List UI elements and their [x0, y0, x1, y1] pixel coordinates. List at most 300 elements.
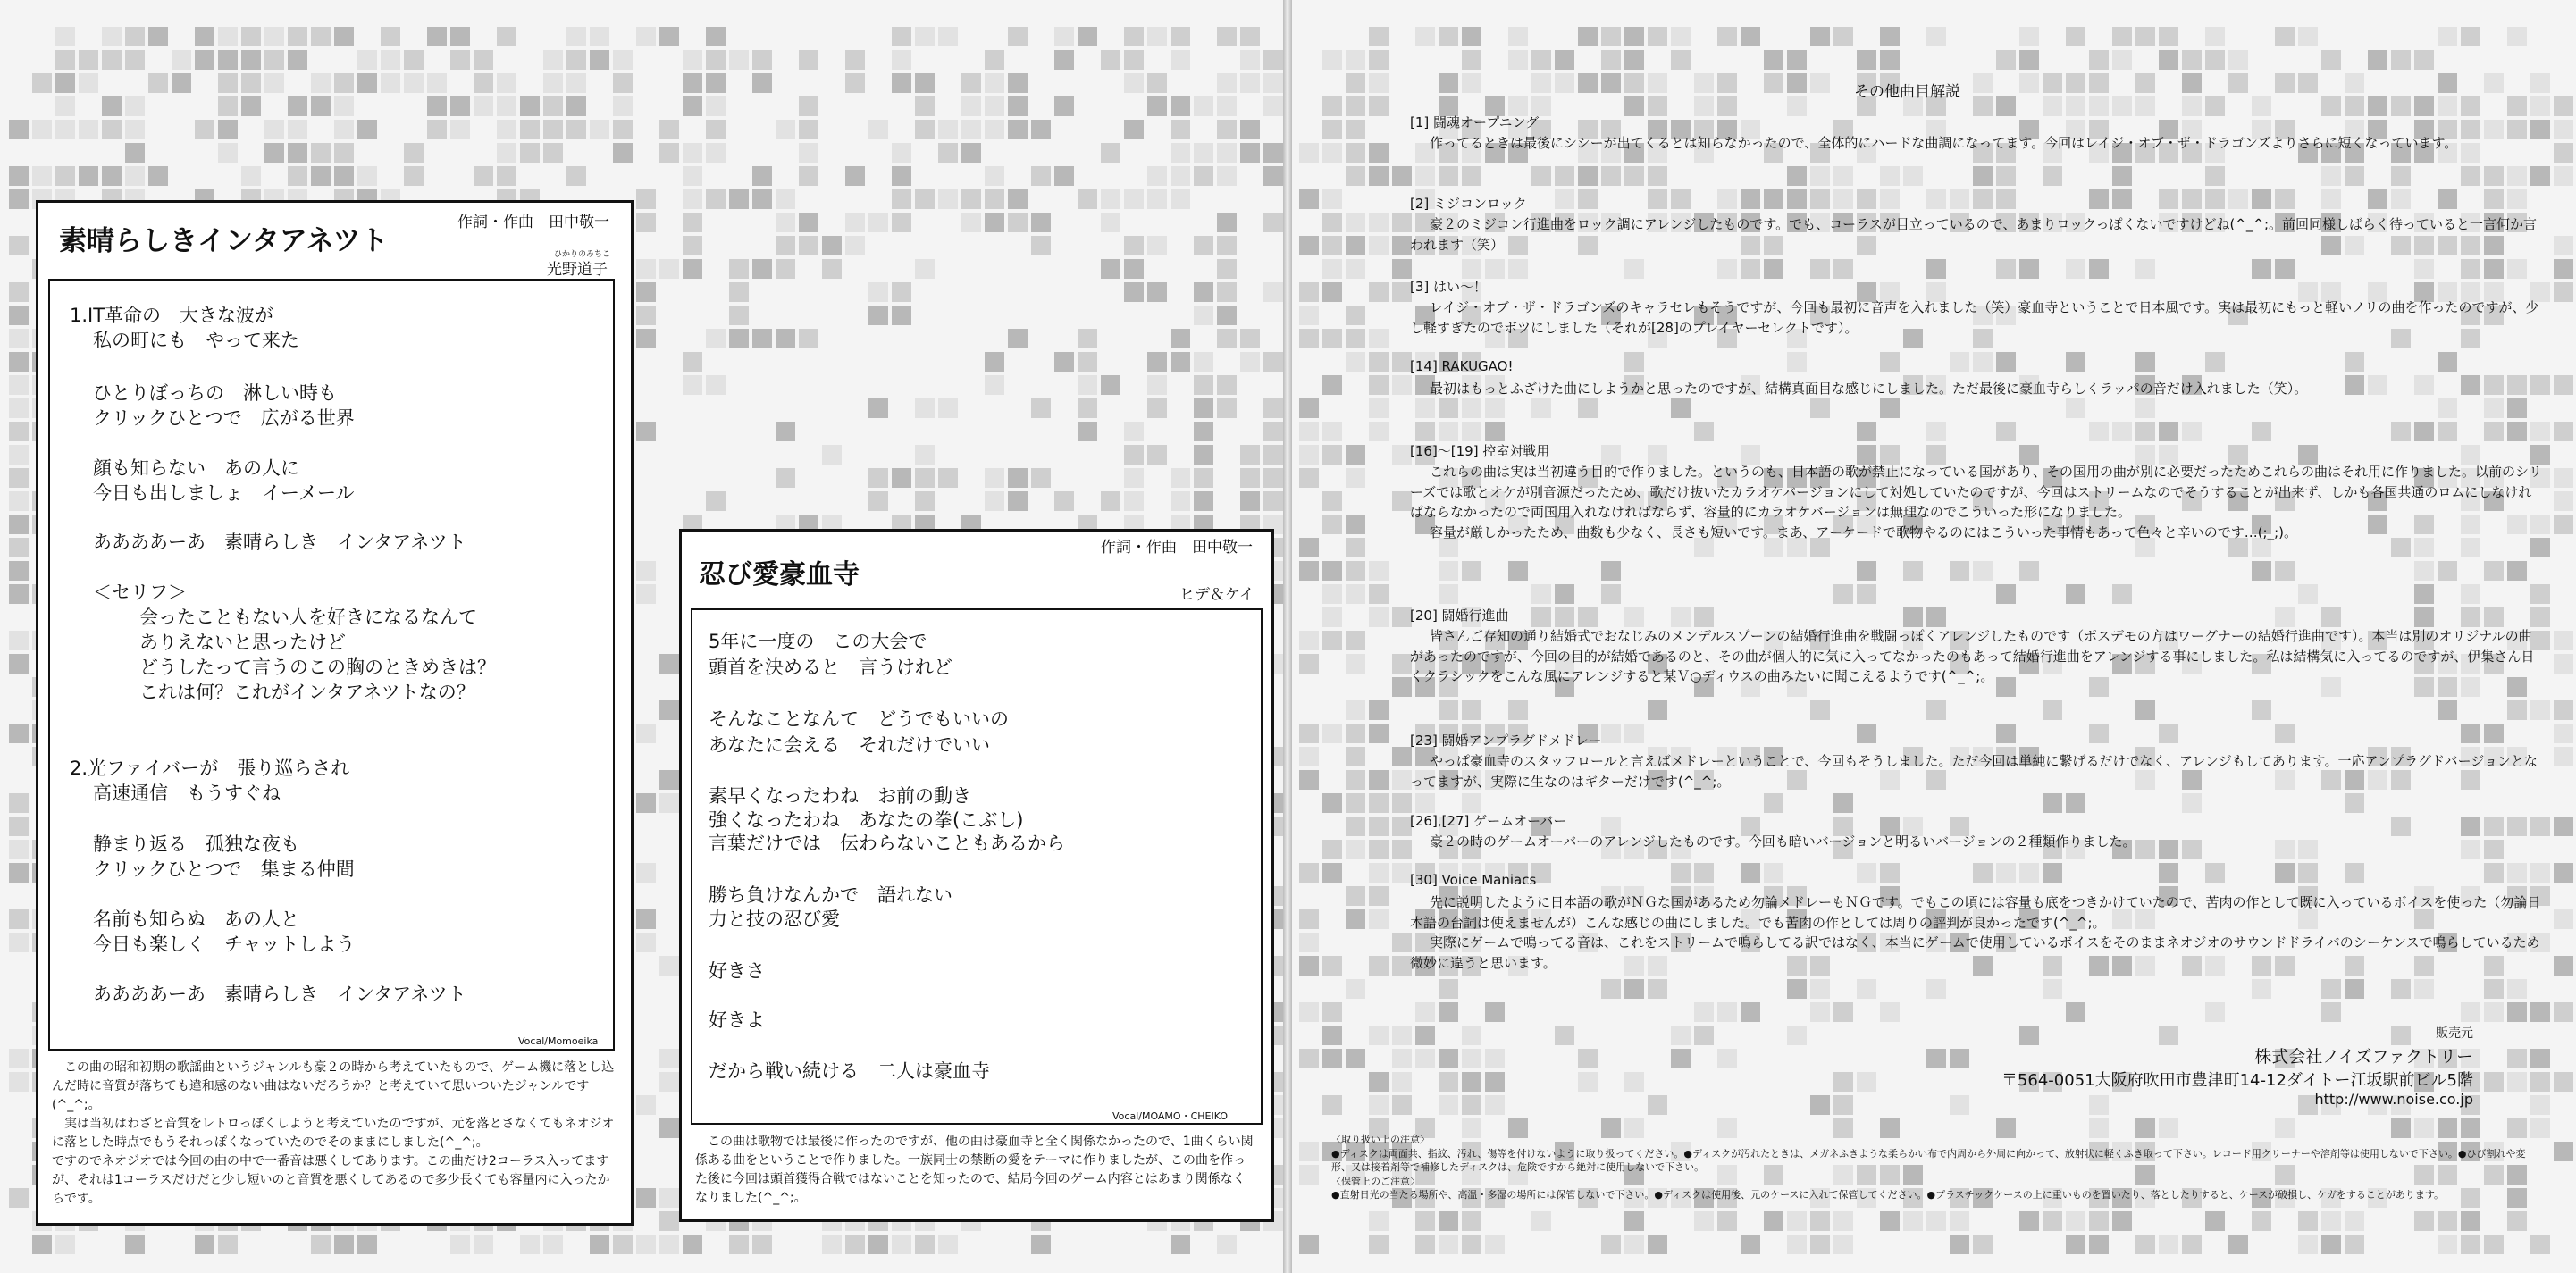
mosaic-tile — [2438, 27, 2457, 46]
mosaic-tile — [1392, 352, 1412, 372]
mosaic-tile — [148, 27, 168, 46]
mosaic-tile — [1369, 700, 1389, 720]
mosaic-tile — [752, 1235, 772, 1254]
mosaic-tile — [1124, 282, 1144, 302]
mosaic-tile — [2391, 166, 2411, 186]
mosaic-tile — [1810, 1095, 1830, 1115]
mosaic-tile — [1578, 1049, 1598, 1068]
mosaic-tile — [1346, 654, 1365, 674]
mosaic-tile — [1462, 166, 1481, 186]
mosaic-tile — [1008, 73, 1028, 93]
mosaic-tile — [1996, 189, 2016, 209]
mosaic-tile — [1624, 50, 1644, 70]
mosaic-tile — [2414, 422, 2434, 441]
mosaic-tile — [1147, 375, 1167, 395]
mosaic-tile — [2530, 607, 2550, 627]
mosaic-tile — [264, 50, 284, 70]
mosaic-tile — [1903, 166, 1923, 186]
mosaic-tile — [1124, 50, 1144, 70]
mosaic-tile — [1369, 422, 1389, 441]
mosaic-tile — [729, 50, 749, 70]
mosaic-tile — [427, 96, 447, 116]
mosaic-tile — [1369, 1211, 1389, 1231]
song2-credit: 作詞・作曲 田中敬一 — [1101, 539, 1253, 557]
storage-text: ●直射日光の当たる場所や、高温・多湿の場所には保管しないで下さい。●ディスクは使用後、元のケースに入れて保管してください。●プラスチックケースの上に重いものを置いたり、落としたりすると、ケースが破損し、ケガをすることがあります。 — [1331, 1189, 2445, 1201]
mosaic-tile — [1996, 259, 2016, 279]
mosaic-tile — [2507, 166, 2527, 186]
mosaic-tile — [2043, 863, 2062, 883]
mosaic-tile — [566, 166, 586, 186]
mosaic-tile — [1973, 863, 1993, 883]
mosaic-tile — [2298, 1211, 2318, 1231]
mosaic-tile — [636, 561, 656, 581]
mosaic-tile — [9, 352, 29, 372]
mosaic-tile — [1624, 96, 1644, 116]
mosaic-tile — [2228, 73, 2248, 93]
mosaic-tile — [2019, 50, 2039, 70]
mosaic-tile — [1648, 189, 1667, 209]
mosaic-tile — [1462, 398, 1481, 418]
mosaic-tile — [1810, 979, 1830, 999]
mosaic-tile — [1346, 143, 1365, 163]
mosaic-tile — [520, 96, 540, 116]
song1-lyric-line: ああああーあ 素晴らしき インタアネツト — [93, 532, 466, 553]
mosaic-tile — [1369, 561, 1389, 581]
song1-lyric-line: クリックひとつで 集まる仲間 — [93, 858, 355, 880]
mosaic-tile — [311, 1235, 331, 1254]
publisher-address: 〒564-0051大阪府吹田市豊津町14-12ダイトー江坂駅前ビル5階 — [2001, 1071, 2473, 1090]
song2-lyric-line: そんなことなんて どうでもいいの — [709, 708, 1009, 730]
mosaic-tile — [450, 50, 470, 70]
mosaic-tile — [636, 933, 656, 952]
mosaic-tile — [288, 143, 307, 163]
mosaic-tile — [2135, 1235, 2155, 1254]
mosaic-tile — [1346, 259, 1365, 279]
mosaic-tile — [1392, 1072, 1412, 1092]
mosaic-tile — [2554, 259, 2573, 279]
mosaic-tile — [2135, 398, 2155, 418]
mosaic-tile — [636, 863, 656, 883]
mosaic-tile — [566, 27, 586, 46]
mosaic-tile — [636, 27, 656, 46]
mosaic-tile — [1787, 1211, 1807, 1231]
mosaic-tile — [311, 166, 331, 186]
mosaic-tile — [241, 50, 261, 70]
mosaic-tile — [1299, 1142, 1319, 1161]
mosaic-tile — [1880, 166, 1900, 186]
mosaic-tile — [1031, 236, 1051, 255]
mosaic-tile — [2438, 700, 2457, 720]
mosaic-tile — [102, 96, 122, 116]
mosaic-tile — [1671, 607, 1691, 627]
mosaic-tile — [497, 166, 516, 186]
mosaic-tile — [79, 50, 98, 70]
mosaic-tile — [938, 189, 958, 209]
mosaic-tile — [659, 1188, 679, 1208]
mosaic-tile — [636, 724, 656, 743]
mosaic-tile — [1299, 468, 1319, 488]
mosaic-tile — [1415, 1002, 1435, 1022]
mosaic-tile — [706, 375, 726, 395]
mosaic-tile — [1054, 96, 1074, 116]
mosaic-tile — [357, 120, 377, 139]
mosaic-tile — [1555, 189, 1574, 209]
mosaic-tile — [1346, 1049, 1365, 1068]
mosaic-tile — [2461, 1211, 2480, 1231]
mosaic-tile — [1578, 607, 1598, 627]
mosaic-tile — [1392, 817, 1412, 836]
mosaic-tile — [1787, 1026, 1807, 1045]
mosaic-tile — [1346, 329, 1365, 348]
mosaic-tile — [195, 1235, 214, 1254]
mosaic-tile — [1392, 677, 1412, 697]
mosaic-tile — [1346, 817, 1365, 836]
mosaic-tile — [125, 1235, 145, 1254]
mosaic-tile — [2438, 1235, 2457, 1254]
mosaic-tile — [2507, 422, 2527, 441]
mosaic-tile — [1263, 73, 1283, 93]
mosaic-tile — [636, 1188, 656, 1208]
mosaic-tile — [474, 1235, 493, 1254]
mosaic-tile — [2530, 73, 2550, 93]
mosaic-tile — [2484, 166, 2504, 186]
mosaic-tile — [2484, 1002, 2504, 1022]
mosaic-tile — [1810, 1235, 1830, 1254]
mosaic-tile — [1601, 73, 1621, 93]
mosaic-tile — [2066, 96, 2085, 116]
mosaic-tile — [1369, 817, 1389, 836]
mosaic-tile — [1485, 1235, 1505, 1254]
mosaic-tile — [1439, 27, 1458, 46]
mosaic-tile — [2345, 73, 2364, 93]
mosaic-tile — [822, 445, 842, 465]
mosaic-tile — [892, 1235, 911, 1254]
mosaic-tile — [915, 1235, 935, 1254]
mosaic-tile — [985, 189, 1004, 209]
mosaic-tile — [2298, 584, 2318, 604]
mosaic-tile — [1485, 398, 1505, 418]
mosaic-tile — [1078, 352, 1097, 372]
mosaic-tile — [1857, 863, 1876, 883]
mosaic-tile — [2507, 1072, 2527, 1092]
mosaic-tile — [613, 96, 633, 116]
mosaic-tile — [1857, 561, 1876, 581]
mosaic-tile — [683, 50, 702, 70]
mosaic-tile — [1462, 73, 1481, 93]
mosaic-tile — [1369, 956, 1389, 976]
mosaic-tile — [1462, 259, 1481, 279]
mosaic-tile — [1124, 468, 1144, 488]
mosaic-tile — [55, 96, 75, 116]
mosaic-tile — [1346, 352, 1365, 372]
mosaic-tile — [2135, 73, 2155, 93]
mosaic-tile — [2275, 607, 2295, 627]
mosaic-tile — [1322, 584, 1342, 604]
mosaic-tile — [1485, 1072, 1505, 1092]
mosaic-tile — [2135, 259, 2155, 279]
mosaic-tile — [1171, 352, 1190, 372]
mosaic-tile — [1217, 375, 1237, 395]
mosaic-tile — [1171, 189, 1190, 209]
track-heading: [26],[27] ゲームオーバー — [1410, 813, 1567, 829]
mosaic-tile — [1263, 96, 1283, 116]
mosaic-tile — [1717, 1002, 1737, 1022]
mosaic-tile — [334, 73, 354, 93]
mosaic-tile — [636, 422, 656, 441]
song1-lyric-line: 1.IT革命の 大きな波が — [70, 305, 274, 326]
mosaic-tile — [2438, 1211, 2457, 1231]
mosaic-tile — [1787, 166, 1807, 186]
mosaic-tile — [613, 73, 633, 93]
song2-lyric-line: 力と技の忍び愛 — [709, 909, 840, 930]
mosaic-tile — [1717, 73, 1737, 93]
mosaic-tile — [2112, 584, 2132, 604]
mosaic-tile — [1054, 491, 1074, 511]
song1-lyric-line: ＜セリフ＞ — [93, 582, 187, 603]
mosaic-tile — [9, 398, 29, 418]
mosaic-tile — [1299, 236, 1319, 255]
mosaic-tile — [566, 96, 586, 116]
mosaic-tile — [1369, 909, 1389, 929]
mosaic-tile — [427, 27, 447, 46]
mosaic-tile — [1008, 120, 1028, 139]
mosaic-tile — [2484, 863, 2504, 883]
mosaic-tile — [822, 259, 842, 279]
mosaic-tile — [1346, 306, 1365, 325]
mosaic-tile — [32, 1235, 52, 1254]
mosaic-tile — [1322, 607, 1342, 627]
mosaic-tile — [2205, 1211, 2225, 1231]
mosaic-tile — [1322, 213, 1342, 232]
mosaic-tile — [659, 956, 679, 976]
mosaic-tile — [961, 143, 981, 163]
mosaic-tile — [218, 96, 238, 116]
mosaic-tile — [1124, 422, 1144, 441]
mosaic-tile — [1322, 50, 1342, 70]
mosaic-tile — [1973, 189, 1993, 209]
mosaic-tile — [288, 120, 307, 139]
mosaic-tile — [1194, 422, 1213, 441]
mosaic-tile — [2112, 27, 2132, 46]
mosaic-tile — [938, 1235, 958, 1254]
mosaic-tile — [2089, 422, 2109, 441]
mosaic-tile — [683, 259, 702, 279]
mosaic-tile — [2089, 724, 2109, 743]
song1-lyric-line: ああああーあ 素晴らしき インタアネツト — [93, 984, 466, 1005]
mosaic-tile — [2019, 259, 2039, 279]
mosaic-tile — [2438, 189, 2457, 209]
mosaic-tile — [2043, 1211, 2062, 1231]
mosaic-tile — [1601, 166, 1621, 186]
mosaic-tile — [1833, 1235, 1853, 1254]
mosaic-tile — [1439, 584, 1458, 604]
mosaic-tile — [2461, 1002, 2480, 1022]
mosaic-tile — [1694, 607, 1714, 627]
mosaic-tile — [102, 27, 122, 46]
mosaic-tile — [683, 166, 702, 186]
mosaic-tile — [1485, 1002, 1505, 1022]
mosaic-tile — [1322, 375, 1342, 395]
mosaic-tile — [1263, 468, 1283, 488]
mosaic-tile — [1147, 282, 1167, 302]
song1-lyric-line: 名前も知らぬ あの人と — [93, 909, 299, 930]
mosaic-tile — [2554, 817, 2573, 836]
mosaic-tile — [2554, 515, 2573, 534]
mosaic-tile — [1531, 607, 1551, 627]
mosaic-tile — [1741, 1002, 1760, 1022]
mosaic-tile — [1973, 352, 1993, 372]
mosaic-tile — [1415, 793, 1435, 813]
mosaic-tile — [1369, 1072, 1389, 1092]
mosaic-tile — [2066, 398, 2085, 418]
mosaic-tile — [2507, 863, 2527, 883]
mosaic-tile — [1147, 189, 1167, 209]
mosaic-tile — [845, 236, 865, 255]
mosaic-tile — [1857, 50, 1876, 70]
song2-title: 忍び愛豪血寺 — [699, 559, 860, 590]
mosaic-tile — [1369, 166, 1389, 186]
song1-lyric-line: ひとりぼっちの 淋しい時も — [93, 382, 337, 404]
mosaic-tile — [1624, 724, 1644, 743]
mosaic-tile — [1369, 236, 1389, 255]
mosaic-tile — [1624, 166, 1644, 186]
mosaic-tile — [1194, 375, 1213, 395]
mosaic-tile — [1671, 863, 1691, 883]
song2-lyric-line: 頭首を決めると 言うけれど — [709, 657, 952, 678]
mosaic-tile — [2484, 73, 2504, 93]
mosaic-tile — [1485, 1049, 1505, 1068]
mosaic-tile — [1299, 398, 1319, 418]
mosaic-tile — [1624, 73, 1644, 93]
mosaic-tile — [1415, 1026, 1435, 1045]
mosaic-tile — [1555, 50, 1574, 70]
mosaic-tile — [2345, 863, 2364, 883]
mosaic-tile — [1996, 863, 2016, 883]
mosaic-tile — [915, 120, 935, 139]
mosaic-tile — [543, 73, 563, 93]
mosaic-tile — [2345, 166, 2364, 186]
mosaic-tile — [1926, 1211, 1946, 1231]
mosaic-tile — [1369, 96, 1389, 116]
mosaic-tile — [799, 166, 818, 186]
mosaic-tile — [2089, 96, 2109, 116]
mosaic-tile — [2530, 1235, 2550, 1254]
mosaic-tile — [1996, 166, 2016, 186]
mosaic-tile — [683, 375, 702, 395]
mosaic-tile — [1880, 1002, 1900, 1022]
mosaic-tile — [1346, 700, 1365, 720]
commentary-paragraph: 実は当初はわざと音質をレトロっぽくしようと考えていたのですが、元を落とさなくてもネオジオに落とした時点でもうそれっぽくなっていたのでそのままにしました(^_^;。 — [52, 1117, 615, 1150]
mosaic-tile — [404, 50, 424, 70]
song1-lyric-line: 静まり返る 孤独な夜も — [93, 833, 299, 855]
mosaic-tile — [1578, 1072, 1598, 1092]
mosaic-tile — [1369, 213, 1389, 232]
mosaic-tile — [1171, 143, 1190, 163]
mosaic-tile — [2345, 96, 2364, 116]
mosaic-tile — [1764, 73, 1783, 93]
mosaic-tile — [938, 27, 958, 46]
mosaic-tile — [1392, 840, 1412, 859]
track-heading: [14] RAKUGAO! — [1410, 358, 1514, 374]
mosaic-tile — [1531, 1211, 1551, 1231]
mosaic-tile — [1415, 1211, 1435, 1231]
mosaic-tile — [1194, 445, 1213, 465]
mosaic-tile — [1624, 259, 1644, 279]
mosaic-tile — [55, 120, 75, 139]
mosaic-tile — [2484, 979, 2504, 999]
mosaic-tile — [1217, 143, 1237, 163]
mosaic-tile — [543, 96, 563, 116]
mosaic-tile — [1462, 793, 1481, 813]
mosaic-tile — [357, 1235, 377, 1254]
track-heading: [2] ミジコンロック — [1410, 196, 1527, 212]
mosaic-tile — [1671, 1049, 1691, 1068]
mosaic-tile — [1833, 1095, 1853, 1115]
mosaic-tile — [2554, 1142, 2573, 1161]
mosaic-tile — [1601, 561, 1621, 581]
mosaic-tile — [2554, 1002, 2573, 1022]
mosaic-tile — [1369, 770, 1389, 790]
mosaic-tile — [1996, 422, 2016, 441]
mosaic-tile — [125, 120, 145, 139]
mosaic-tile — [9, 491, 29, 511]
mosaic-tile — [1764, 189, 1783, 209]
mosaic-tile — [1880, 50, 1900, 70]
mosaic-tile — [1263, 491, 1283, 511]
mosaic-tile — [1263, 166, 1283, 186]
mosaic-tile — [2159, 1235, 2178, 1254]
mosaic-tile — [2135, 27, 2155, 46]
mosaic-tile — [1392, 375, 1412, 395]
mosaic-tile — [2205, 863, 2225, 883]
mosaic-tile — [1578, 73, 1598, 93]
mosaic-tile — [1741, 259, 1760, 279]
right-page — [1290, 0, 2576, 1273]
mosaic-tile — [1369, 398, 1389, 418]
mosaic-tile — [1531, 50, 1551, 70]
mosaic-tile — [543, 143, 563, 163]
mosaic-tile — [195, 120, 214, 139]
mosaic-tile — [1217, 120, 1237, 139]
mosaic-tile — [9, 654, 29, 674]
mosaic-tile — [1880, 189, 1900, 209]
mosaic-tile — [1078, 375, 1097, 395]
mosaic-tile — [2019, 73, 2039, 93]
mosaic-tile — [1764, 793, 1783, 813]
mosaic-tile — [1299, 1165, 1319, 1185]
mosaic-tile — [1857, 979, 1876, 999]
mosaic-tile — [1346, 793, 1365, 813]
mosaic-tile — [2438, 422, 2457, 441]
publisher-label: 販売元 — [2436, 1026, 2473, 1041]
mosaic-tile — [1439, 561, 1458, 581]
mosaic-tile — [2089, 50, 2109, 70]
mosaic-tile — [683, 96, 702, 116]
mosaic-tile — [2438, 73, 2457, 93]
mosaic-tile — [1601, 724, 1621, 743]
mosaic-tile — [357, 166, 377, 186]
mosaic-tile — [1322, 236, 1342, 255]
mosaic-tile — [1833, 793, 1853, 813]
mosaic-tile — [2159, 422, 2178, 441]
mosaic-tile — [1369, 143, 1389, 163]
song1-credit: 作詞・作曲 田中敬一 — [457, 214, 609, 231]
mosaic-tile — [845, 50, 865, 70]
mosaic-tile — [9, 329, 29, 348]
mosaic-tile — [2391, 96, 2411, 116]
mosaic-tile — [1078, 27, 1097, 46]
mosaic-tile — [1764, 50, 1783, 70]
